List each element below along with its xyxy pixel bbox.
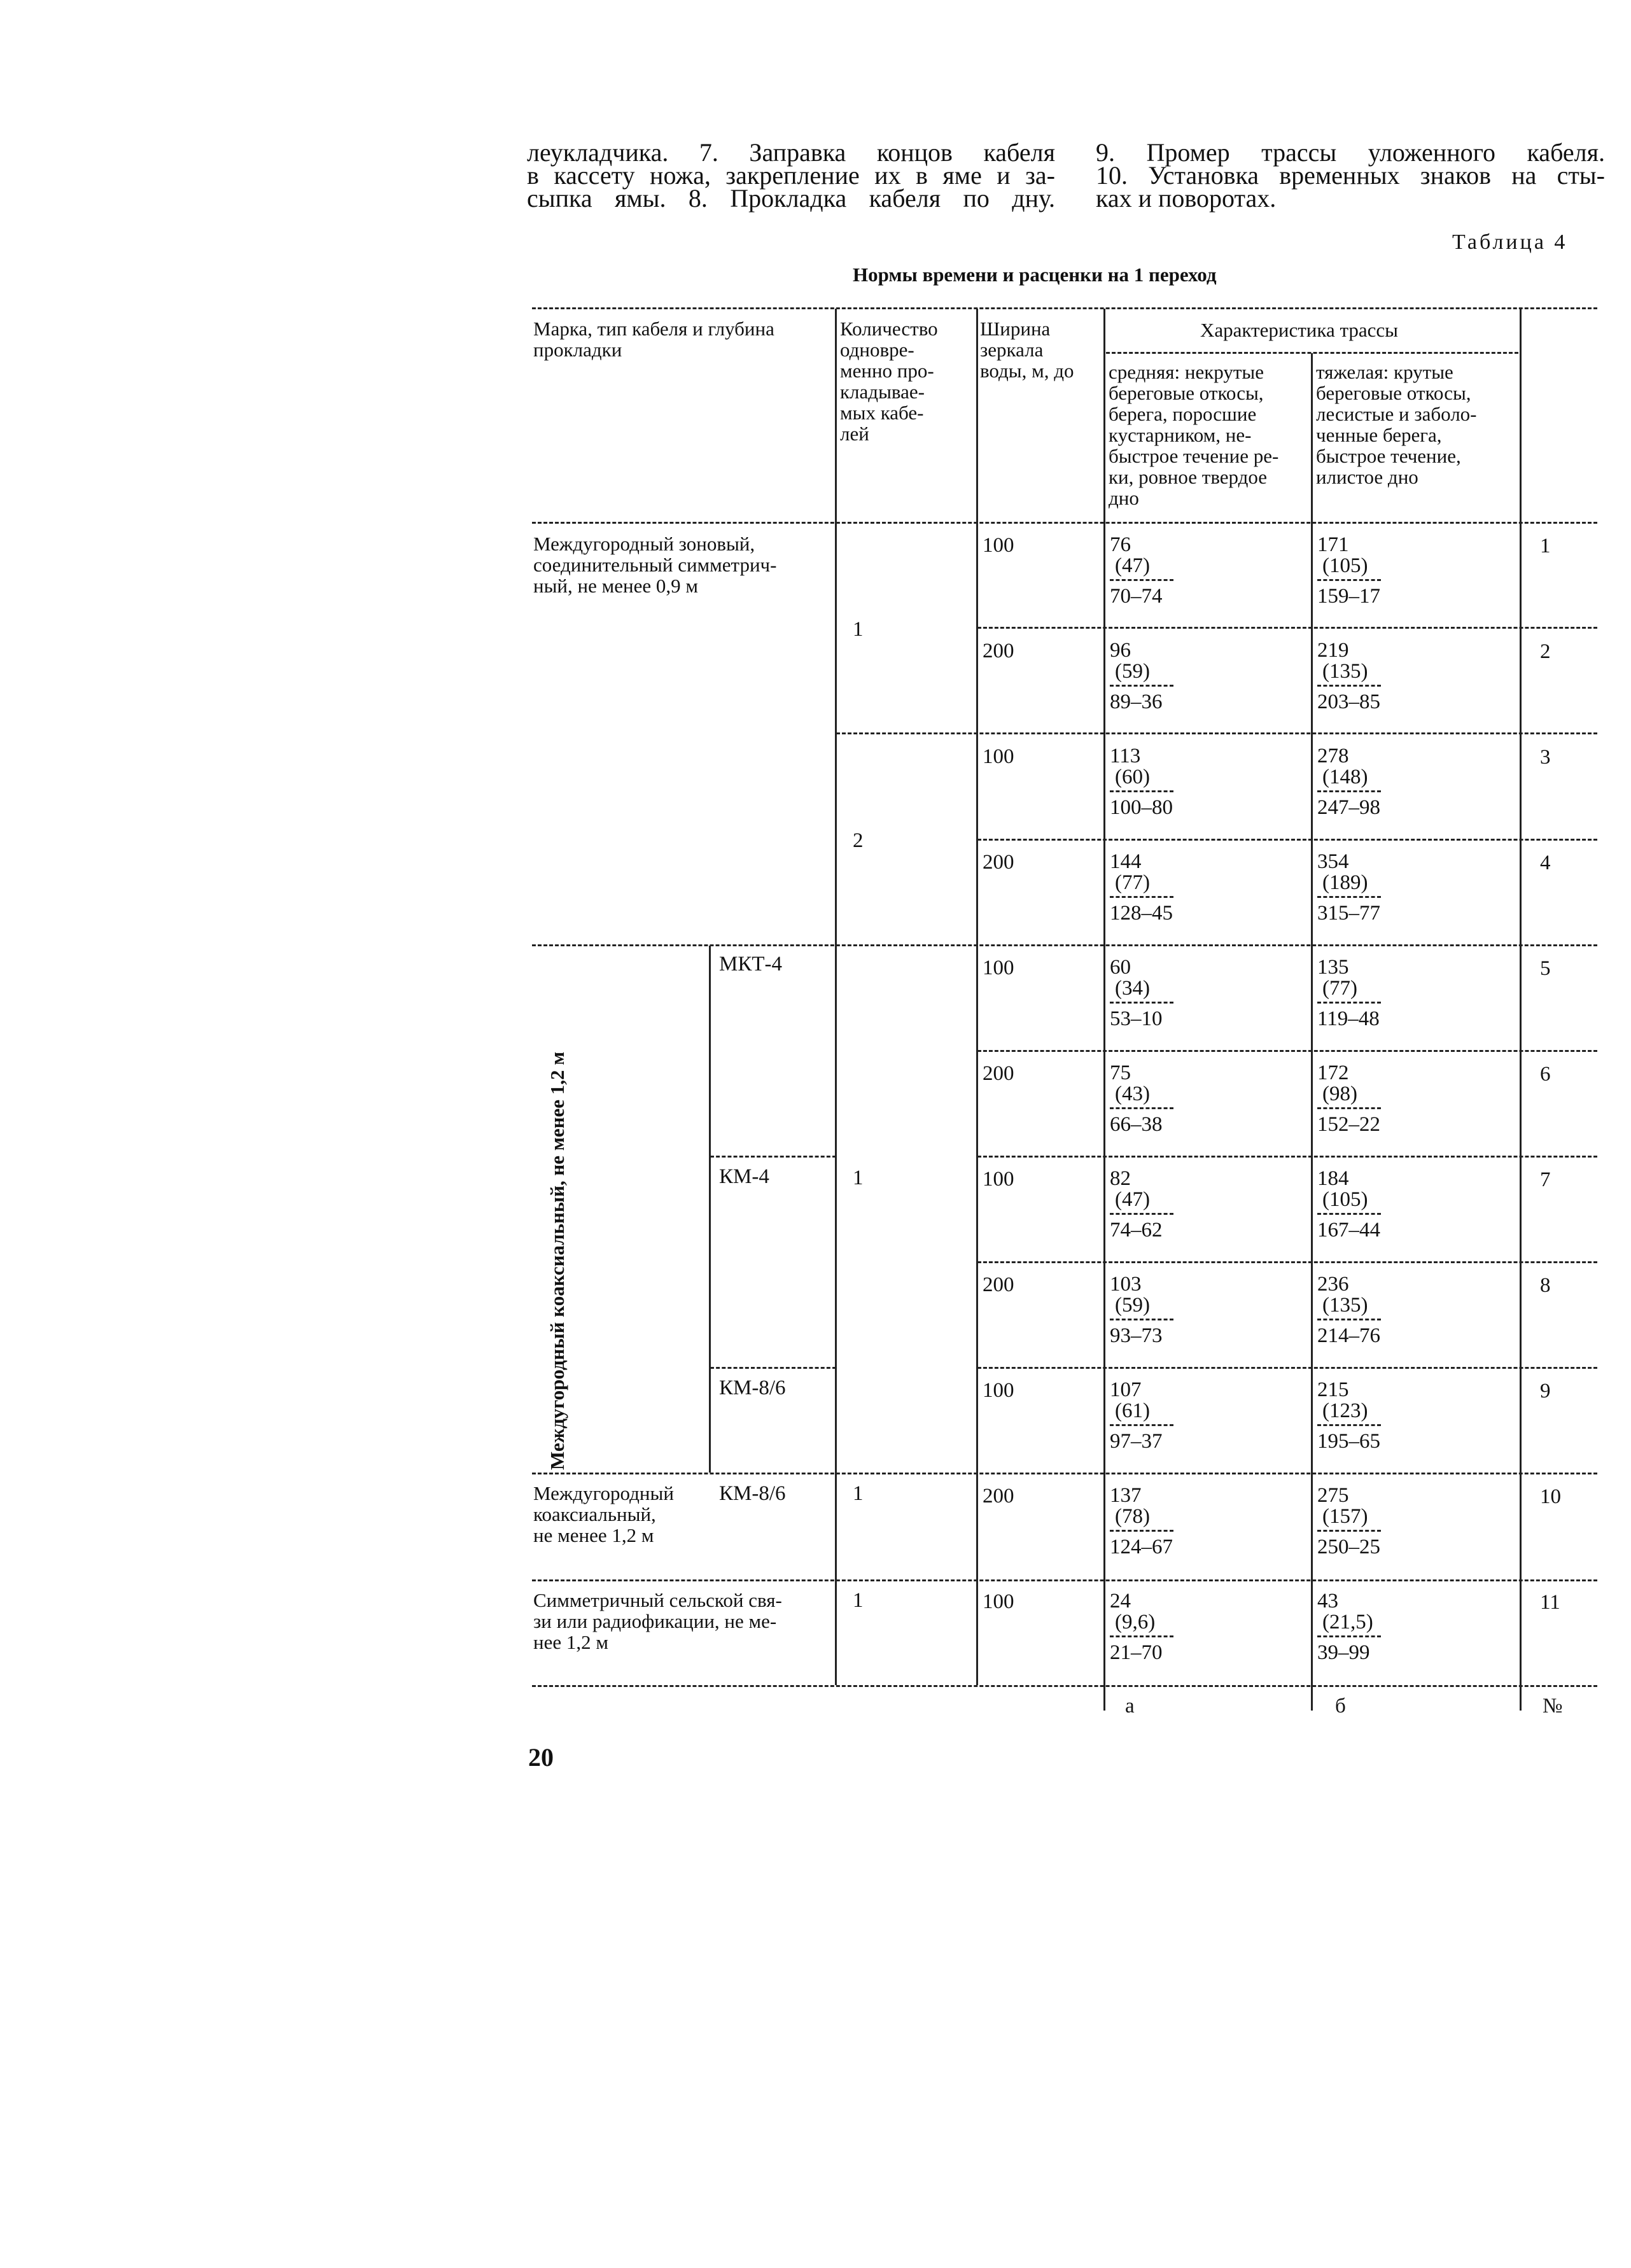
water-width: 100 [983, 1590, 1014, 1613]
norm-machine-time: (47) [1115, 1188, 1150, 1211]
norm-rate: 167–44 [1317, 1219, 1380, 1242]
water-width: 100 [983, 534, 1014, 557]
fraction-bar [1317, 1319, 1381, 1320]
norm-machine-time: (59) [1115, 660, 1150, 683]
row-number: 4 [1540, 851, 1551, 874]
header-line: ки, ровное твердое [1109, 466, 1268, 488]
row-number: 7 [1540, 1168, 1551, 1191]
rule-model [710, 1367, 836, 1369]
norm-medium [1110, 1380, 1173, 1452]
group-label-line: нее 1,2 м [533, 1631, 608, 1653]
norm-heavy [1317, 1274, 1381, 1347]
fraction-bar [1110, 1530, 1173, 1532]
norm-rate: 100–80 [1110, 796, 1173, 819]
norm-rate: 250–25 [1317, 1536, 1380, 1558]
norm-heavy [1317, 851, 1381, 924]
norm-medium [1110, 746, 1173, 818]
header-line: Количество [840, 318, 938, 340]
header-line: средняя: некрутые [1109, 361, 1264, 383]
footer-col-a: а [1125, 1695, 1135, 1718]
header-line: Ширина [980, 318, 1051, 340]
norm-time: 135 [1317, 956, 1349, 979]
group-label-line: Междугородный [533, 1482, 674, 1504]
rule-row [977, 627, 1597, 629]
cable-count: 1 [853, 1589, 864, 1612]
norm-medium [1110, 851, 1173, 924]
norm-heavy [1317, 957, 1381, 1030]
norm-medium [1110, 1485, 1173, 1558]
header-width [980, 318, 1074, 381]
norm-medium [1110, 640, 1173, 713]
norm-heavy [1317, 1168, 1381, 1241]
group-label-line: ный, не менее 0,9 м [533, 575, 698, 597]
header-line: ченные берега, [1316, 424, 1442, 446]
norm-heavy [1317, 640, 1381, 713]
norm-rate: 214–76 [1317, 1324, 1380, 1347]
fraction-bar [1317, 1530, 1381, 1532]
row-number: 2 [1540, 640, 1551, 663]
cable-count: 1 [853, 618, 864, 641]
header-cable [533, 318, 774, 360]
norm-machine-time: (123) [1322, 1399, 1368, 1422]
norm-machine-time: (9,6) [1115, 1611, 1156, 1634]
water-width: 200 [983, 640, 1014, 662]
norm-time: 184 [1317, 1167, 1349, 1190]
group-label-line: Междугородный зоновый, [533, 533, 755, 555]
norm-machine-time: (189) [1322, 871, 1368, 894]
table-title: Нормы времени и расценки на 1 переход [853, 263, 1217, 286]
rule-row [977, 1050, 1597, 1052]
norm-machine-time: (43) [1115, 1082, 1150, 1105]
group-label-coaxial [533, 1483, 674, 1546]
header-line: мых кабе- [840, 402, 924, 424]
header-line: берега, поросшие [1109, 403, 1257, 425]
norm-machine-time: (77) [1322, 977, 1357, 1000]
header-line: быстрое течение ре- [1109, 445, 1279, 467]
norm-time: 171 [1317, 533, 1349, 556]
group-label-line: зи или радиофикации, не ме- [533, 1610, 777, 1632]
norm-machine-time: (59) [1115, 1294, 1150, 1317]
norm-time: 103 [1110, 1273, 1142, 1296]
rule-row [977, 1367, 1597, 1369]
norm-rate: 119–48 [1317, 1007, 1380, 1030]
intro-line: 10. Установка временных знаков на сты- [1096, 161, 1605, 190]
col-line-count [835, 309, 837, 1685]
fraction-bar [1110, 1002, 1173, 1004]
header-line: менно про- [840, 360, 934, 382]
intro-paragraph-right [1096, 138, 1605, 213]
fraction-bar [1110, 1424, 1173, 1426]
norm-medium [1110, 1591, 1173, 1663]
intro-paragraph-left [527, 138, 1055, 213]
header-line: береговые откосы, [1316, 382, 1471, 404]
norm-rate: 74–62 [1110, 1219, 1163, 1242]
norm-time: 96 [1110, 639, 1131, 662]
header-line: илистое дно [1316, 466, 1418, 488]
rule-row [836, 732, 1597, 734]
water-width: 200 [983, 1485, 1014, 1508]
cable-model: КМ-8/6 [719, 1482, 786, 1505]
norm-rate: 195–65 [1317, 1430, 1380, 1453]
rule-bottom [532, 1685, 1597, 1687]
group-label-line: не менее 1,2 м [533, 1524, 654, 1546]
norm-machine-time: (34) [1115, 977, 1150, 1000]
fraction-bar [1317, 1213, 1381, 1215]
norm-machine-time: (135) [1322, 660, 1368, 683]
rule-group [532, 944, 1597, 946]
intro-line: в кассету ножа, закрепление их в яме и за- [527, 161, 1055, 190]
cable-count: 2 [853, 829, 864, 852]
norm-heavy [1317, 746, 1381, 818]
header-heavy [1316, 361, 1477, 487]
water-width: 200 [983, 1062, 1014, 1085]
fraction-bar [1110, 790, 1173, 792]
col-line-width [976, 309, 978, 1685]
norm-rate: 315–77 [1317, 902, 1380, 925]
header-line: лей [840, 423, 869, 445]
norm-rate: 93–73 [1110, 1324, 1163, 1347]
group-label-line: коаксиальный, [533, 1503, 656, 1525]
norm-medium [1110, 1274, 1173, 1347]
group-label-zonal [533, 533, 776, 596]
cable-count: 1 [853, 1482, 864, 1505]
norm-rate: 53–10 [1110, 1007, 1163, 1030]
fraction-bar [1317, 579, 1381, 581]
norm-rate: 159–17 [1317, 585, 1380, 608]
fraction-bar [1110, 896, 1173, 898]
fraction-bar [1317, 896, 1381, 898]
header-line: тяжелая: крутые [1316, 361, 1453, 383]
norm-time: 43 [1317, 1590, 1338, 1613]
cable-model: МКТ-4 [719, 953, 782, 976]
header-line: воды, м, до [980, 360, 1074, 382]
rule-row [977, 1156, 1597, 1158]
row-number: 6 [1540, 1063, 1551, 1086]
cable-model: КМ-8/6 [719, 1376, 786, 1399]
norm-time: 137 [1110, 1484, 1142, 1507]
norm-time: 144 [1110, 850, 1142, 873]
intro-line: леукладчика. 7. Заправка концов кабеля [527, 138, 1055, 167]
page-number: 20 [528, 1743, 554, 1772]
fraction-bar [1317, 790, 1381, 792]
norm-machine-time: (98) [1322, 1082, 1357, 1105]
row-number: 1 [1540, 535, 1551, 557]
fraction-bar [1110, 1635, 1173, 1637]
norm-time: 278 [1317, 745, 1349, 767]
norm-heavy [1317, 535, 1381, 607]
norm-heavy [1317, 1485, 1381, 1558]
norm-rate: 203–85 [1317, 690, 1380, 713]
norm-machine-time: (47) [1115, 554, 1150, 577]
norm-heavy [1317, 1063, 1381, 1135]
norm-time: 354 [1317, 850, 1349, 873]
header-line: береговые откосы, [1109, 382, 1264, 404]
norm-machine-time: (135) [1322, 1294, 1368, 1317]
header-line: прокладки [533, 339, 622, 361]
fraction-bar [1317, 1002, 1381, 1004]
norm-heavy [1317, 1380, 1381, 1452]
norm-rate: 70–74 [1110, 585, 1163, 608]
norm-machine-time: (61) [1115, 1399, 1150, 1422]
row-number: 10 [1540, 1485, 1561, 1508]
norm-rate: 124–67 [1110, 1536, 1173, 1558]
norm-time: 275 [1317, 1484, 1349, 1507]
row-number: 8 [1540, 1274, 1551, 1297]
rule-row [977, 839, 1597, 841]
col-line-n [1520, 309, 1522, 1711]
water-width: 100 [983, 1168, 1014, 1191]
norm-rate: 247–98 [1317, 796, 1380, 819]
intro-line: сыпка ямы. 8. Прокладка кабеля по дну. [527, 184, 1055, 213]
norm-medium [1110, 1168, 1173, 1241]
norm-time: 82 [1110, 1167, 1131, 1190]
norm-rate: 89–36 [1110, 690, 1163, 713]
norm-time: 219 [1317, 639, 1349, 662]
norm-machine-time: (77) [1115, 871, 1150, 894]
intro-line: 9. Промер трассы уложенного кабеля. [1096, 138, 1605, 167]
row-number: 11 [1540, 1591, 1560, 1614]
norm-time: 172 [1317, 1061, 1349, 1084]
header-line: быстрое течение, [1316, 445, 1461, 467]
norm-machine-time: (105) [1322, 1188, 1368, 1211]
water-width: 100 [983, 745, 1014, 768]
norm-heavy [1317, 1591, 1381, 1663]
fraction-bar [1110, 579, 1173, 581]
norm-time: 236 [1317, 1273, 1349, 1296]
rule-header-bottom [532, 522, 1597, 524]
norm-rate: 97–37 [1110, 1430, 1163, 1453]
rule-row [977, 1261, 1597, 1263]
group-label-rural [533, 1590, 782, 1653]
norm-time: 113 [1110, 745, 1141, 767]
norm-medium [1110, 957, 1173, 1030]
norm-rate: 152–22 [1317, 1113, 1380, 1136]
norm-machine-time: (157) [1322, 1505, 1368, 1528]
row-number: 9 [1540, 1380, 1551, 1403]
norm-machine-time: (60) [1115, 766, 1150, 788]
rule-top [532, 307, 1597, 309]
norm-time: 107 [1110, 1378, 1142, 1401]
header-count [840, 318, 938, 444]
norm-machine-time: (21,5) [1322, 1611, 1373, 1634]
fraction-bar [1110, 1319, 1173, 1320]
norm-rate: 21–70 [1110, 1641, 1163, 1664]
col-line-model [709, 946, 711, 1473]
header-line: Марка, тип кабеля и глубина [533, 318, 774, 340]
norm-time: 24 [1110, 1590, 1131, 1613]
group-label-line: Симметричный сельской свя- [533, 1589, 782, 1611]
group-label-coaxial-vertical: Междугородный коаксиальный, не менее 1,2 м [546, 1051, 568, 1470]
fraction-bar [1317, 1635, 1381, 1637]
water-width: 100 [983, 1379, 1014, 1402]
norm-medium [1110, 1063, 1173, 1135]
header-line: зеркала [980, 339, 1044, 361]
norm-time: 60 [1110, 956, 1131, 979]
norm-rate: 39–99 [1317, 1641, 1370, 1664]
rule-model [710, 1156, 836, 1158]
group-label-line: соединительный симметрич- [533, 554, 777, 576]
header-line: дно [1109, 487, 1139, 509]
water-width: 100 [983, 956, 1014, 979]
fraction-bar [1110, 1107, 1173, 1109]
footer-col-b: б [1335, 1695, 1346, 1718]
col-line-a [1103, 309, 1105, 1711]
norm-machine-time: (105) [1322, 554, 1368, 577]
norm-time: 76 [1110, 533, 1131, 556]
row-number: 3 [1540, 746, 1551, 769]
norm-machine-time: (148) [1322, 766, 1368, 788]
norm-machine-time: (78) [1115, 1505, 1150, 1528]
water-width: 200 [983, 851, 1014, 874]
col-line-b [1311, 353, 1313, 1711]
norm-time: 75 [1110, 1061, 1131, 1084]
footer-col-n: № [1543, 1695, 1563, 1718]
cable-count: 1 [853, 1166, 864, 1189]
header-line: лесистые и заболо- [1316, 403, 1477, 425]
intro-line: ках и поворотах. [1096, 184, 1277, 213]
fraction-bar [1317, 1107, 1381, 1109]
table-label: Таблица 4 [1452, 230, 1568, 254]
fraction-bar [1110, 685, 1173, 687]
rule-group [532, 1473, 1597, 1474]
rule-group [532, 1579, 1597, 1581]
header-line: кустарником, не- [1109, 424, 1252, 446]
norm-rate: 128–45 [1110, 902, 1173, 925]
header-medium [1109, 361, 1278, 508]
norm-medium [1110, 535, 1173, 607]
fraction-bar [1110, 1213, 1173, 1215]
header-line: кладывае- [840, 381, 925, 403]
fraction-bar [1317, 685, 1381, 687]
header-line: одновре- [840, 339, 914, 361]
water-width: 200 [983, 1273, 1014, 1296]
norm-rate: 66–38 [1110, 1113, 1163, 1136]
cable-model: КМ-4 [719, 1165, 769, 1188]
fraction-bar [1317, 1424, 1381, 1426]
header-characteristic: Характеристика трассы [1200, 319, 1398, 341]
row-number: 5 [1540, 957, 1551, 980]
norm-time: 215 [1317, 1378, 1349, 1401]
